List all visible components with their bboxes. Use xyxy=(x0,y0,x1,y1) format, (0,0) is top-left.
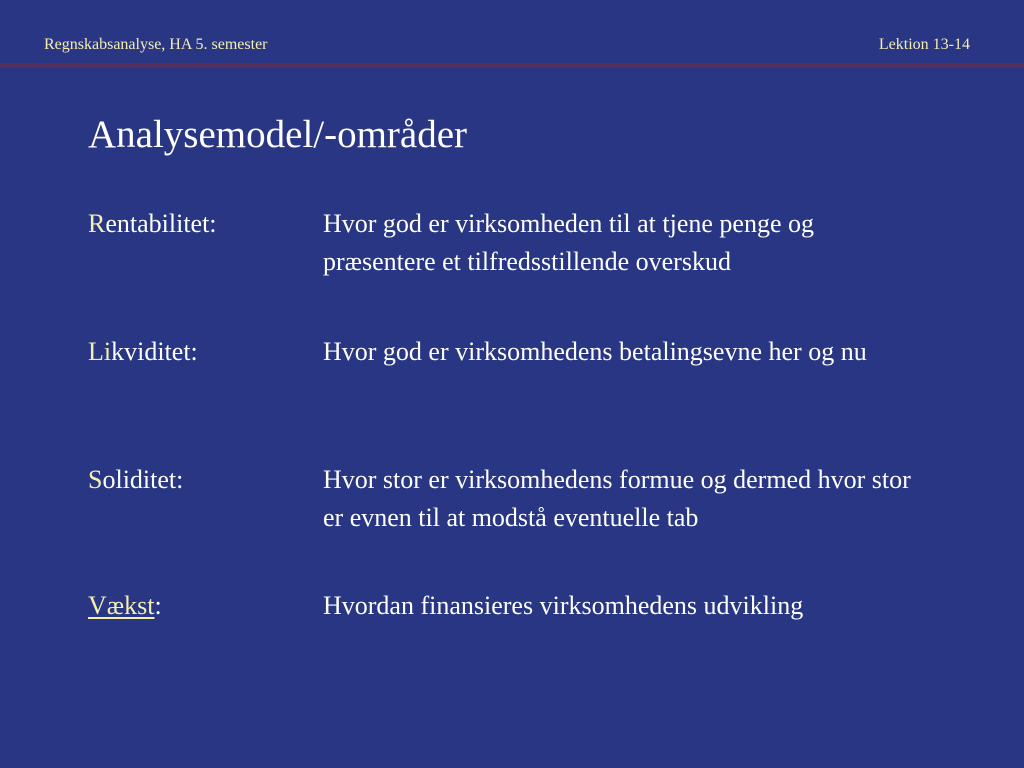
term-rest: oliditet: xyxy=(102,465,184,494)
term-rest: entabilitet: xyxy=(105,209,217,238)
description-likviditet: Hvor god er virksomhedens betalingsevne her og nu xyxy=(323,337,867,366)
description-rentabilitet: Hvor god er virksomheden til at tjene penge og præsentere et tilfredsstillende overskud xyxy=(323,209,814,276)
description-vaekst: Hvordan finansieres virksomhedens udvikling xyxy=(323,591,804,620)
term-rentabilitet xyxy=(88,205,217,243)
term-vaekst xyxy=(88,587,162,625)
lecture-label: Lektion 13-14 xyxy=(878,36,970,53)
term-soliditet xyxy=(88,461,183,499)
term-initial: S xyxy=(88,465,103,494)
term-initial: R xyxy=(88,209,106,238)
term-initial: Vækst xyxy=(88,591,155,620)
term-likviditet xyxy=(88,333,198,371)
description-soliditet: Hvor stor er virksomhedens formue og dermed hvor stor er evnen til at modstå eventuelle tab xyxy=(323,465,911,532)
term-initial: Li xyxy=(88,337,112,366)
header-divider xyxy=(0,63,1024,68)
slide-header xyxy=(0,0,1024,60)
term-rest: kviditet: xyxy=(111,337,198,366)
term-rest: : xyxy=(154,591,162,620)
course-label: Regnskabsanalyse, HA 5. semester xyxy=(44,36,268,53)
slide-title: Analysemodel/-områder xyxy=(88,113,468,156)
